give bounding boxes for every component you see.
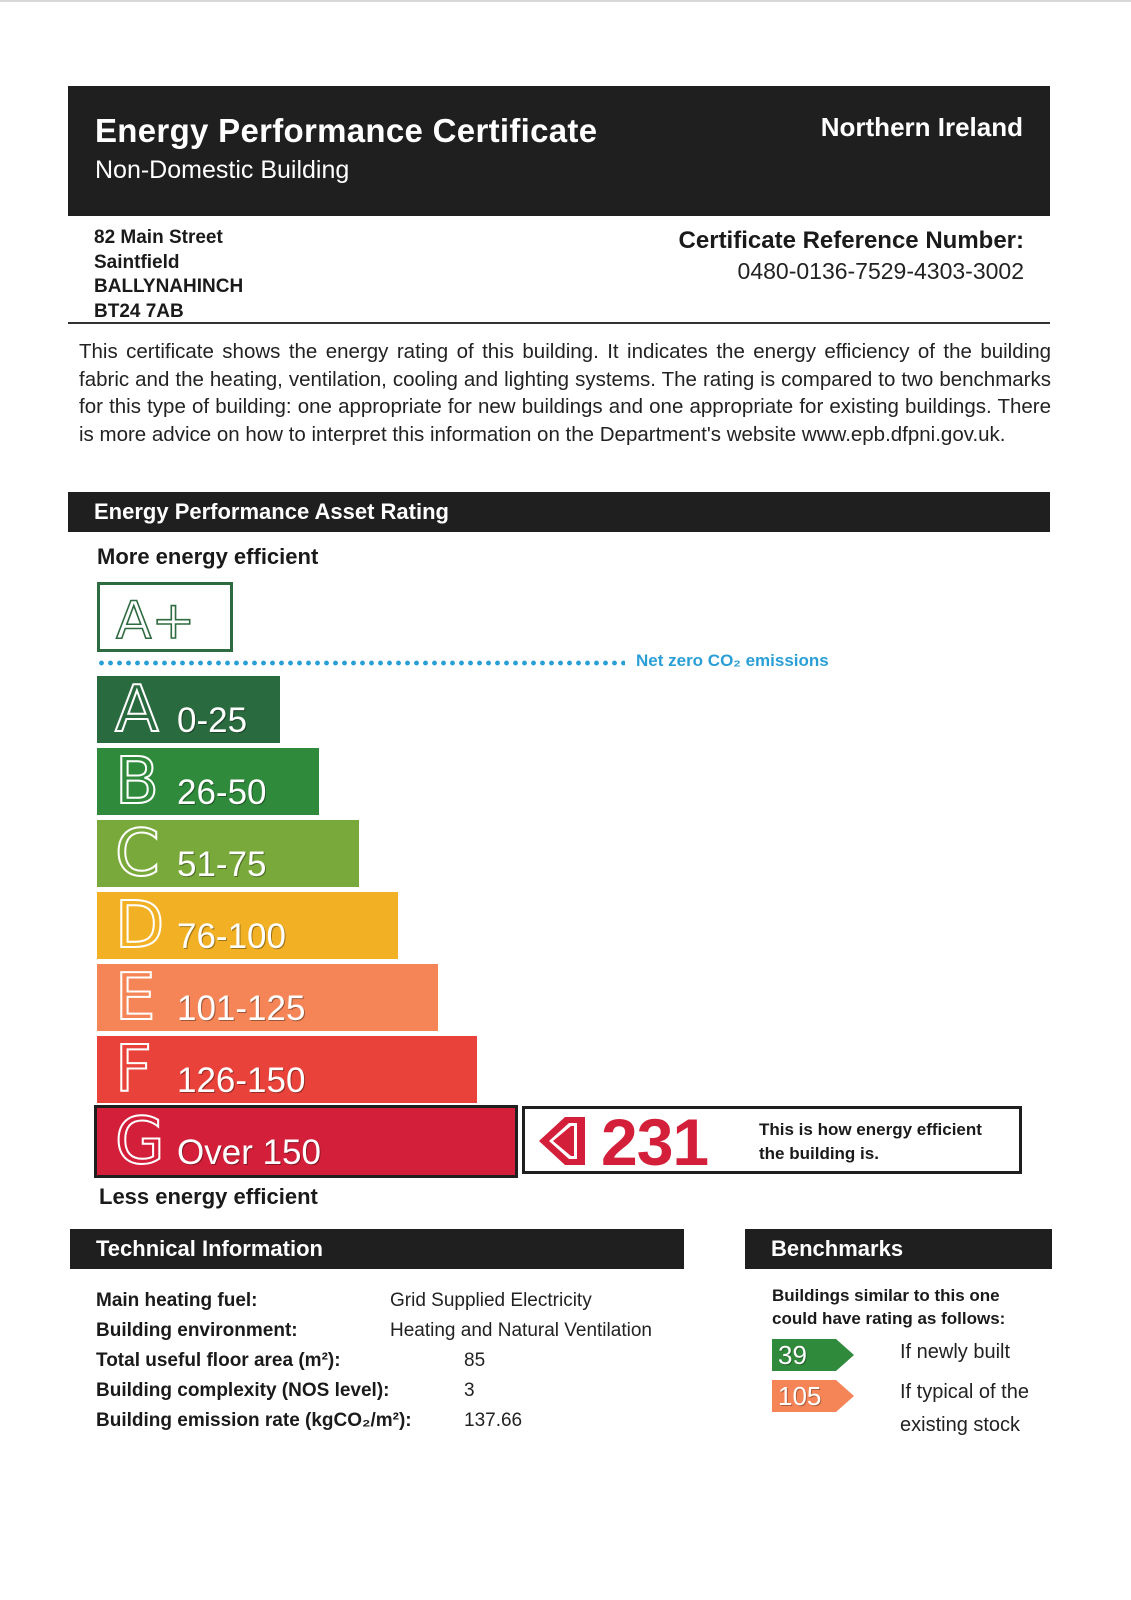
- current-rating-indicator: [522, 1105, 1022, 1179]
- current-rating-value: 231: [601, 1105, 709, 1179]
- technical-information-heading: [70, 1229, 684, 1269]
- band-b: [97, 745, 319, 819]
- net-zero-label: Net zero CO₂ emissions: [636, 651, 829, 670]
- tech-value: 85: [464, 1350, 486, 1371]
- benchmark-new-chevron: [772, 1339, 854, 1371]
- band-aplus: [97, 582, 233, 652]
- certificate-reference-number: 0480-0136-7529-4303-3002: [737, 258, 1024, 284]
- band-letter: C: [115, 817, 160, 891]
- rating-arrow-icon: [539, 1117, 585, 1165]
- document-title: Energy Performance Certificate: [95, 112, 598, 149]
- aplus-text: A+: [116, 592, 196, 646]
- tech-label: Main heating fuel:: [96, 1290, 258, 1311]
- benchmarks-heading: [745, 1229, 1052, 1269]
- benchmark-typical-label-line: If typical of the: [900, 1381, 1029, 1403]
- benchmarks-intro-line: Buildings similar to this one: [772, 1286, 1000, 1305]
- technical-heading-text: Technical Information: [96, 1236, 323, 1261]
- tech-label: Building complexity (NOS level):: [96, 1380, 390, 1401]
- more-efficient-label: More energy efficient: [97, 544, 319, 569]
- address-line: BALLYNAHINCH: [94, 276, 244, 297]
- net-zero-dotted-line: [97, 660, 625, 666]
- certificate-header: [68, 86, 1050, 216]
- band-range: 76-100: [177, 917, 286, 956]
- band-letter: F: [115, 1033, 152, 1107]
- address-line: BT24 7AB: [94, 300, 184, 322]
- band-letter: A: [115, 673, 159, 747]
- intro-paragraph: This certificate shows the energy rating of this building. It indicates the energy efficiency of the building fabric and the heating, ventilation, cooling and lighting systems. The rating is compared to two benchmarks for this type of building: one appropriate for new buildings and one appropriate for existing buildings. There is more advice on how to interpret this information on the Department's website www.epb.dfpni.gov.uk.: [79, 340, 1051, 446]
- tech-label: Building environment:: [96, 1320, 298, 1341]
- band-g: [97, 1105, 515, 1179]
- current-rating-note-line: This is how energy efficient: [759, 1120, 982, 1139]
- band-range: Over 150: [177, 1133, 321, 1172]
- benchmarks-intro-line: could have rating as follows:: [772, 1309, 1006, 1328]
- benchmarks-intro: [772, 1284, 1005, 1330]
- band-range: 51-75: [177, 845, 267, 884]
- band-letter: D: [115, 889, 165, 963]
- band-letter: G: [115, 1105, 165, 1179]
- benchmarks-heading-text: Benchmarks: [771, 1236, 904, 1261]
- benchmark-new-label: If newly built: [900, 1341, 1011, 1363]
- band-range: 26-50: [177, 773, 267, 812]
- band-range: 101-125: [177, 989, 306, 1028]
- page-top-edge: [0, 0, 1131, 2]
- current-rating-note-line: the building is.: [759, 1144, 879, 1163]
- address-line: Saintfield: [94, 251, 180, 273]
- band-e: [97, 961, 438, 1035]
- band-f: [97, 1033, 477, 1107]
- document-subtitle: Non-Domestic Building: [95, 156, 350, 184]
- asset-rating-heading-text: Energy Performance Asset Rating: [94, 499, 449, 524]
- tech-value: 3: [464, 1380, 475, 1401]
- current-rating-note: [759, 1118, 982, 1166]
- asset-rating-heading: [68, 492, 1050, 532]
- tech-value: Grid Supplied Electricity: [390, 1290, 592, 1311]
- benchmark-typical-label-line: existing stock: [900, 1414, 1021, 1436]
- address-line: 82 Main Street: [94, 227, 223, 248]
- property-address: [94, 226, 243, 324]
- tech-label: Building emission rate (kgCO₂/m²):: [96, 1410, 412, 1431]
- band-a: [97, 673, 280, 747]
- band-letter: E: [115, 961, 156, 1035]
- less-efficient-label: Less energy efficient: [99, 1184, 318, 1209]
- tech-value: 137.66: [464, 1410, 523, 1431]
- certificate-reference: [679, 226, 1024, 286]
- band-d: [97, 889, 398, 963]
- band-letter: B: [115, 745, 159, 819]
- region-label: Northern Ireland: [820, 112, 1023, 142]
- benchmark-typical-chevron: [772, 1380, 854, 1412]
- band-range: 0-25: [177, 701, 248, 740]
- benchmark-new-value: 39: [778, 1340, 807, 1370]
- benchmark-typical-label: [900, 1376, 1029, 1442]
- divider: [68, 322, 1050, 324]
- tech-label: Total useful floor area (m²):: [96, 1350, 341, 1371]
- aplus-glyph: [114, 592, 214, 646]
- band-c: [97, 817, 359, 891]
- certificate-reference-label: Certificate Reference Number:: [678, 227, 1024, 254]
- benchmark-typical-value: 105: [778, 1381, 822, 1411]
- tech-value: Heating and Natural Ventilation: [390, 1320, 652, 1341]
- band-range: 126-150: [177, 1061, 306, 1100]
